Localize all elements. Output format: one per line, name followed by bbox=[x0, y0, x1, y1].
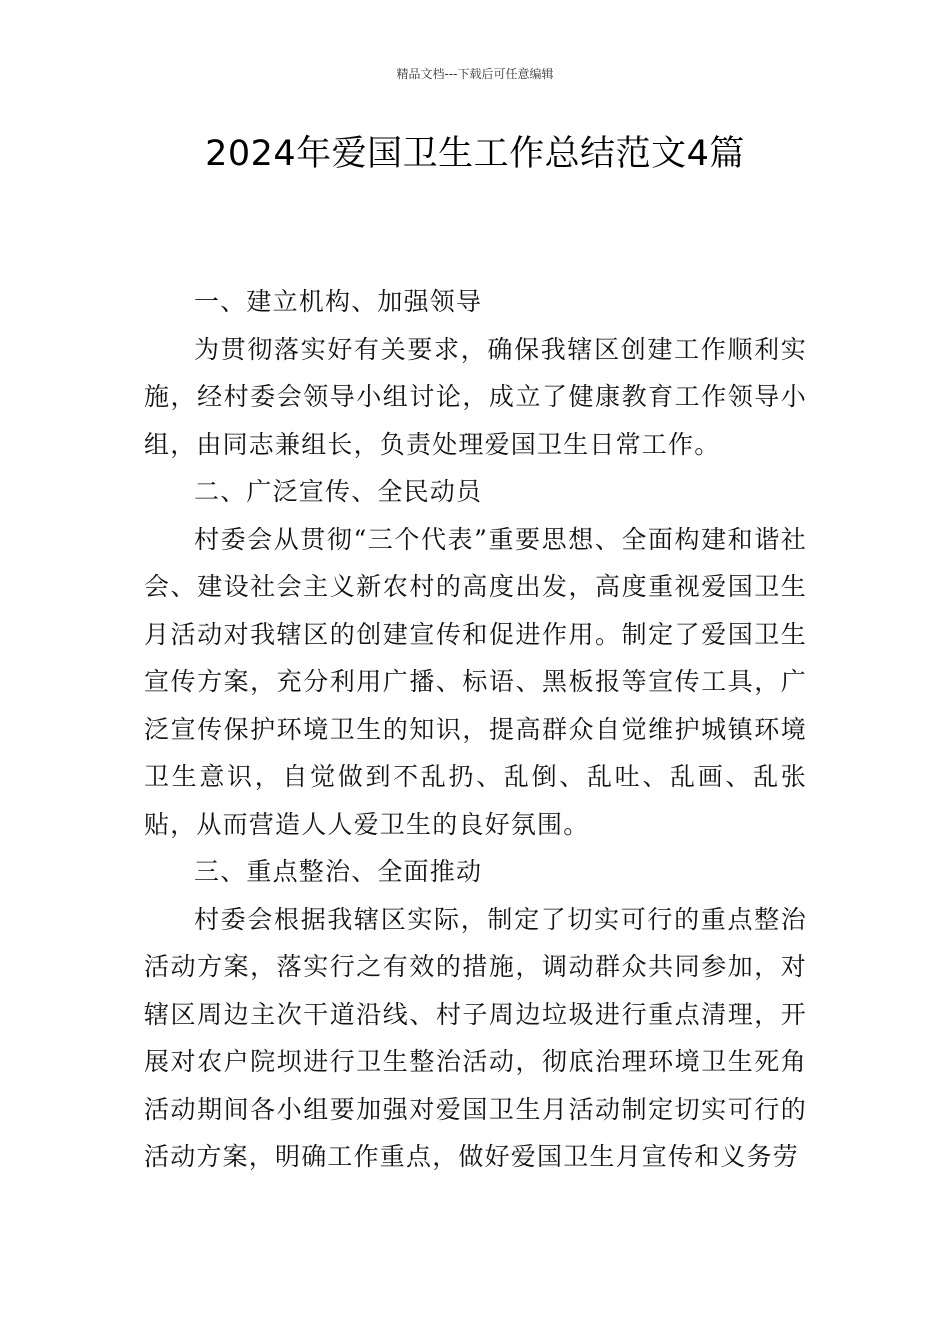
section-paragraph-3: 村委会根据我辖区实际，制定了切实可行的重点整治活动方案，落实行之有效的措施，调动群众共同参加，对辖区周边主次干道沿线、村子周边垃圾进行重点清理，开展对农户院坝进行卫生整治活动，彻底治理环境卫生死角活动期间各小组要加强对爱国卫生月活动制定切实可行的活动方案，明确工作重点，做好爱国卫生月宣传和义务劳 bbox=[144, 904, 807, 1171]
section-paragraph-2: 村委会从贯彻“三个代表”重要思想、全面构建和谐社会、建设社会主义新农村的高度出发，高度重视爱国卫生月活动对我辖区的创建宣传和促进作用。制定了爱国卫生宣传方案，充分利用广播、标语、黑板报等宣传工具，广泛宣传保护环境卫生的知识，提高群众自觉维护城镇环境卫生意识，自觉做到不乱扔、乱倒、乱吐、乱画、乱张贴，从而营造人人爱卫生的良好氛围。 bbox=[144, 524, 807, 839]
section-heading-3: 三、重点整治、全面推动 bbox=[194, 857, 483, 886]
header-note: 精品文档---下载后可任意编辑 bbox=[396, 67, 554, 81]
section-paragraph-1: 为贯彻落实好有关要求，确保我辖区创建工作顺利实施，经村委会领导小组讨论，成立了健康教育工作领导小组，由同志兼组长，负责处理爱国卫生日常工作。 bbox=[144, 334, 807, 459]
document-title: 2024年爱国卫生工作总结范文4篇 bbox=[205, 134, 745, 174]
section-heading-1: 一、建立机构、加强领导 bbox=[194, 287, 483, 316]
document-body bbox=[144, 278, 807, 1181]
section-heading-2: 二、广泛宣传、全民动员 bbox=[194, 477, 483, 506]
